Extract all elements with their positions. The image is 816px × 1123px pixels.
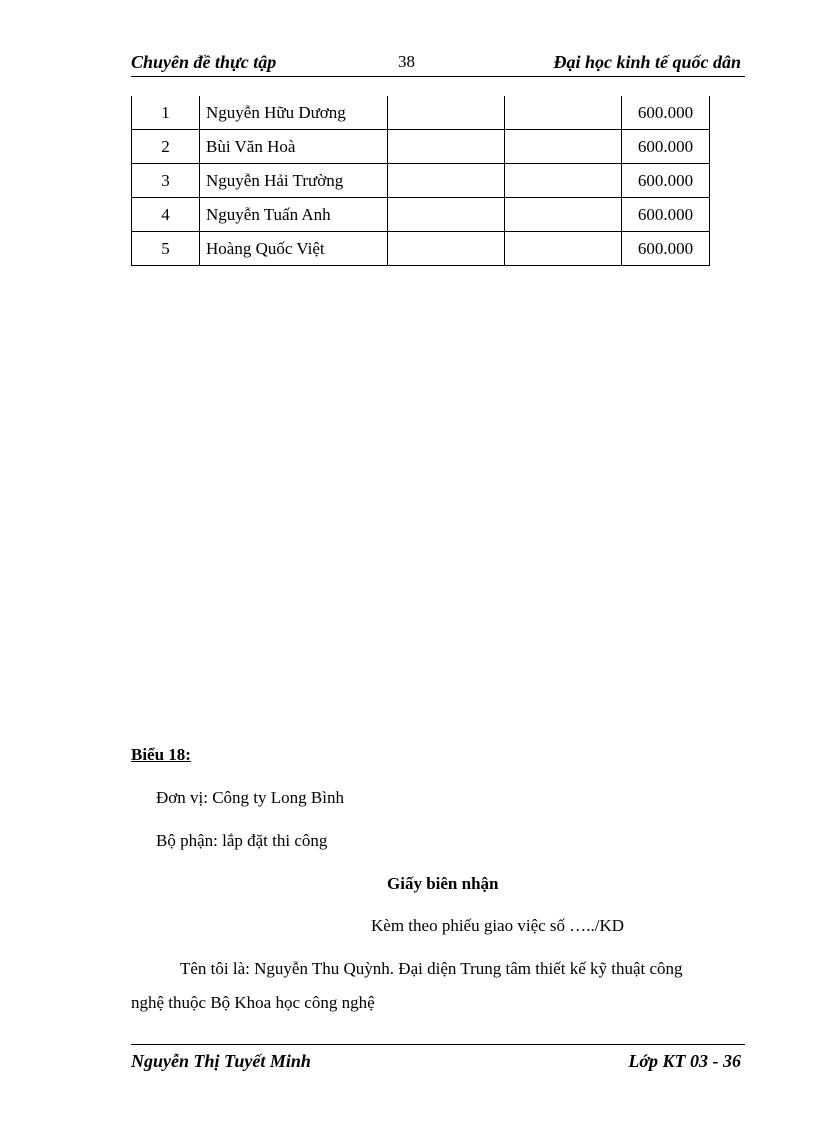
cell-col4 bbox=[505, 130, 622, 164]
cell-name: Nguyễn Hải Trường bbox=[200, 164, 388, 198]
footer-class: Lớp KT 03 - 36 bbox=[628, 1051, 741, 1071]
cell-stt: 3 bbox=[132, 164, 200, 198]
table-row bbox=[132, 198, 710, 232]
cell-col4 bbox=[505, 232, 622, 266]
cell-col3 bbox=[388, 96, 505, 130]
cell-col3 bbox=[388, 232, 505, 266]
cell-name: Hoàng Quốc Việt bbox=[200, 232, 388, 266]
cell-stt: 4 bbox=[132, 198, 200, 232]
cell-col4 bbox=[505, 198, 622, 232]
department-line: Bộ phận: lắp đặt thi công bbox=[156, 831, 328, 850]
table-row bbox=[132, 130, 710, 164]
cell-name: Nguyễn Tuấn Anh bbox=[200, 198, 388, 232]
cell-col4 bbox=[505, 96, 622, 130]
cell-stt: 2 bbox=[132, 130, 200, 164]
cell-amount: 600.000 bbox=[622, 164, 710, 198]
receipt-subtitle: Kèm theo phiếu giao việc số …../KD bbox=[371, 916, 625, 935]
form-label: Biểu 18: bbox=[131, 745, 191, 764]
footer-author: Nguyễn Thị Tuyết Minh bbox=[131, 1051, 311, 1071]
cell-stt: 5 bbox=[132, 232, 200, 266]
header-document-type: Chuyên đề thực tập bbox=[131, 52, 277, 72]
page-footer bbox=[131, 1044, 745, 1075]
page-header bbox=[131, 50, 745, 77]
body-line-1: Tên tôi là: Nguyễn Thu Quỳnh. Đại diện Trung tâm thiết kế kỹ thuật công bbox=[180, 959, 683, 978]
cell-stt: 1 bbox=[132, 96, 200, 130]
body-line-2: nghệ thuộc Bộ Khoa học công nghệ bbox=[131, 993, 375, 1012]
receipt-title: Giấy biên nhận bbox=[387, 874, 499, 893]
cell-col3 bbox=[388, 198, 505, 232]
page-number: 38 bbox=[398, 52, 415, 71]
cell-amount: 600.000 bbox=[622, 96, 710, 130]
unit-line: Đơn vị: Công ty Long Bình bbox=[156, 788, 344, 807]
cell-amount: 600.000 bbox=[622, 130, 710, 164]
cell-col3 bbox=[388, 130, 505, 164]
cell-col4 bbox=[505, 164, 622, 198]
cell-name: Bùi Văn Hoà bbox=[200, 130, 388, 164]
header-university: Đại học kinh tế quốc dân bbox=[553, 52, 741, 72]
table-row bbox=[132, 96, 710, 130]
employee-table bbox=[131, 96, 710, 266]
cell-col3 bbox=[388, 164, 505, 198]
cell-name: Nguyễn Hữu Dương bbox=[200, 96, 388, 130]
cell-amount: 600.000 bbox=[622, 232, 710, 266]
table-row bbox=[132, 164, 710, 198]
cell-amount: 600.000 bbox=[622, 198, 710, 232]
table-row bbox=[132, 232, 710, 266]
